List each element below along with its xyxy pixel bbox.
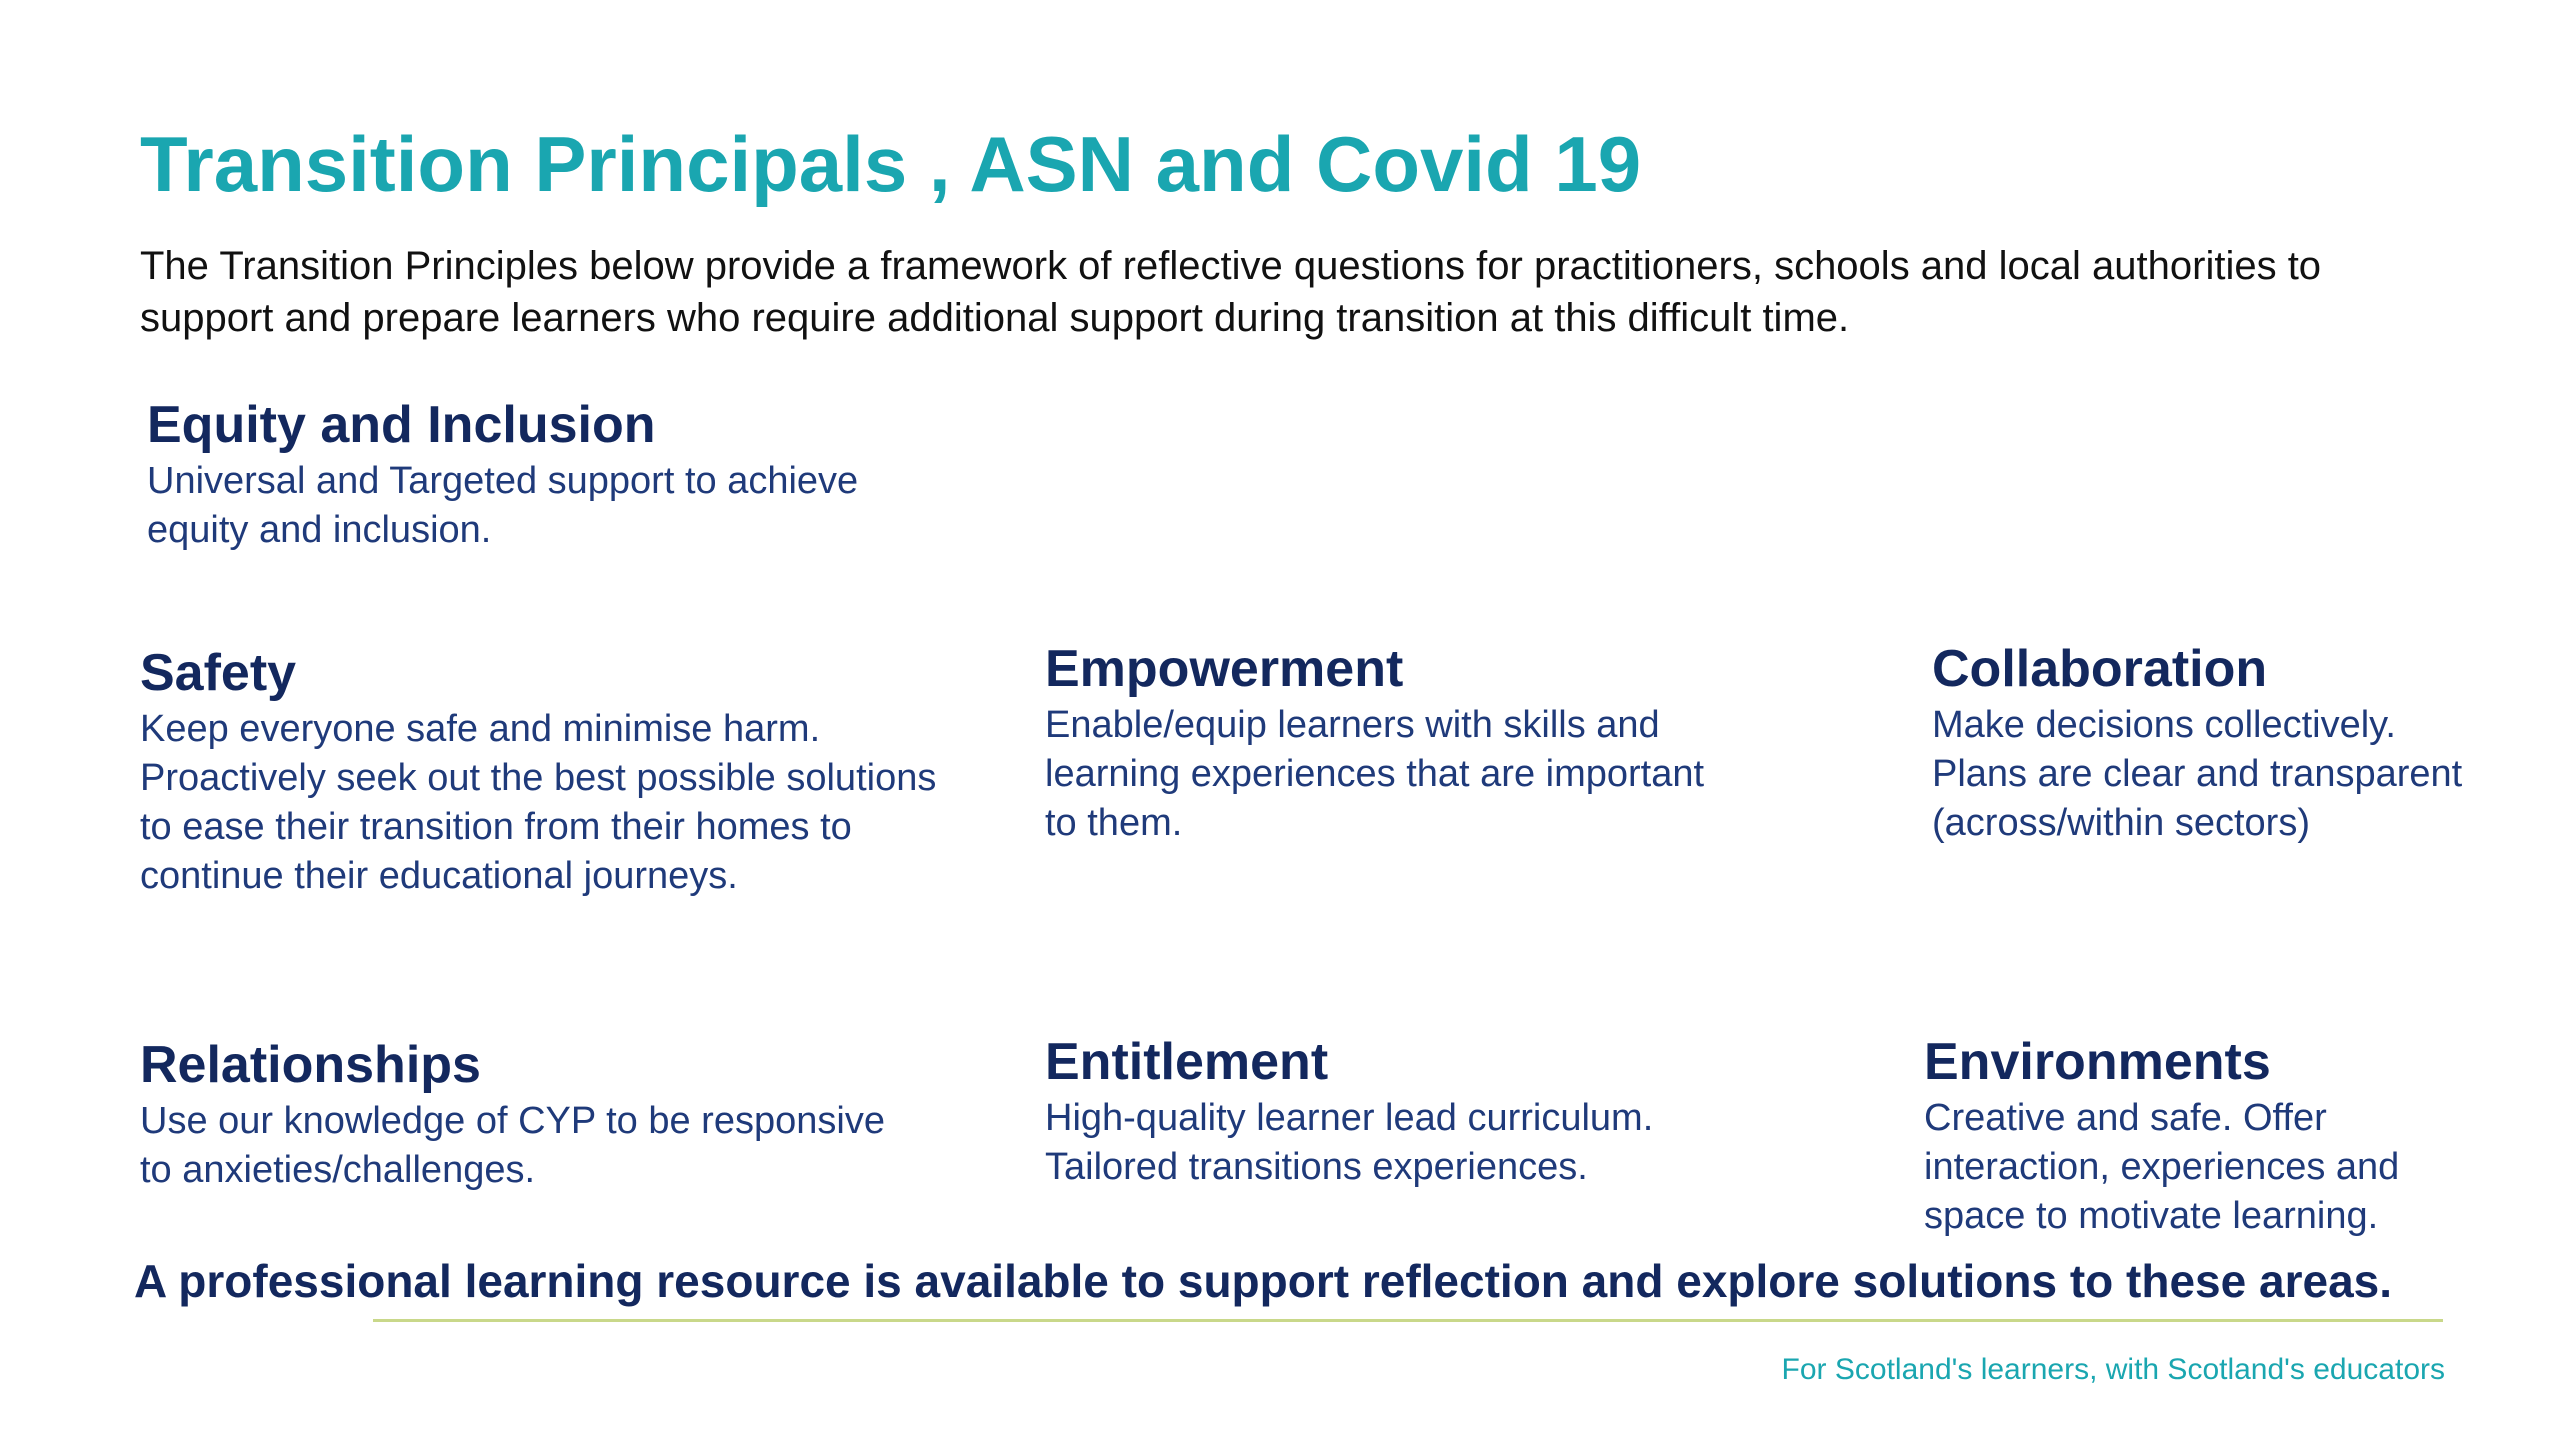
principle-text: Make decisions collectively. Plans are clear and transparent (across/within sectors): [1932, 704, 2463, 844]
principle-environments: [1924, 1030, 2484, 1241]
principle-empowerment: [1045, 637, 1705, 848]
principle-text: Creative and safe. Offer interaction, experiences and space to motivate learning.: [1924, 1097, 2400, 1237]
principle-heading: Safety: [140, 644, 297, 702]
principle-heading: Equity and Inclusion: [147, 396, 656, 454]
principle-safety: [140, 641, 940, 901]
intro-paragraph: The Transition Principles below provide a framework of reflective questions for practitioners, schools and local authorities to support and prepare learners who require additional support during transition at this difficult time.: [140, 244, 2322, 340]
principle-text: Use our knowledge of CYP to be responsive to anxieties/challenges.: [140, 1100, 885, 1191]
principle-entitlement: [1045, 1030, 1665, 1192]
footer-tagline: For Scotland's learners, with Scotland's educators: [1781, 1353, 2445, 1386]
principle-text: Universal and Targeted support to achieve equity and inclusion.: [147, 460, 859, 551]
principle-heading: Relationships: [140, 1036, 481, 1094]
principle-text: High-quality learner lead curriculum. Tailored transitions experiences.: [1045, 1097, 1654, 1188]
principle-heading: Collaboration: [1932, 640, 2268, 698]
principle-heading: Entitlement: [1045, 1033, 1329, 1091]
principle-text: Enable/equip learners with skills and learning experiences that are important to them.: [1045, 704, 1705, 844]
resource-statement: A professional learning resource is available to support reflection and explore solutions to these areas.: [134, 1255, 2393, 1307]
principle-relationships: [140, 1033, 900, 1195]
principle-heading: Empowerment: [1045, 640, 1404, 698]
footer-divider: [373, 1319, 2443, 1322]
principle-collaboration: [1932, 637, 2492, 848]
principle-heading: Environments: [1924, 1033, 2271, 1091]
principle-text: Keep everyone safe and minimise harm. Proactively seek out the best possible solutions to ease their transition from their homes to continue their educational journeys.: [140, 708, 937, 897]
slide-title: Transition Principals , ASN and Covid 19: [140, 120, 1642, 208]
principle-equity: [147, 393, 867, 555]
